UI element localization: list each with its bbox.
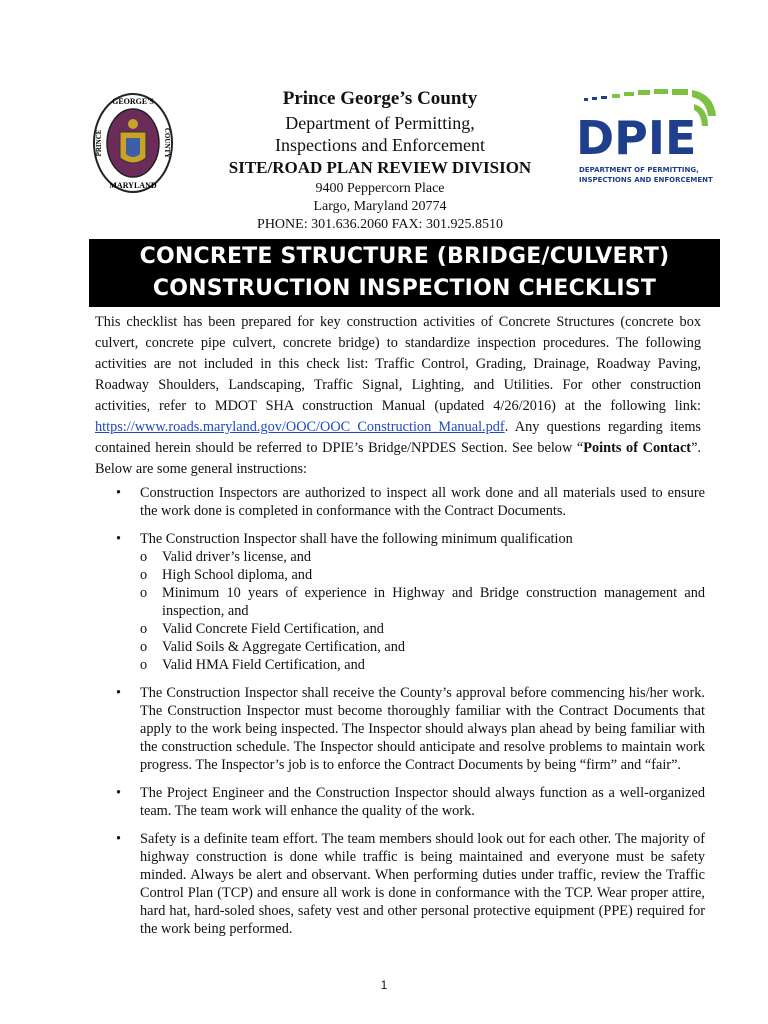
title-banner bbox=[89, 239, 720, 307]
division-name: SITE/ROAD PLAN REVIEW DIVISION bbox=[228, 158, 532, 177]
qualification-sublist bbox=[140, 548, 705, 674]
sublist-item-text: Valid driver’s license, and bbox=[162, 549, 312, 565]
county-name: Prince George’s County bbox=[282, 88, 478, 109]
sublist-item-text: Minimum 10 years of experience in Highway and Bridge construction management and inspection, and bbox=[162, 585, 705, 619]
sublist-item bbox=[140, 548, 705, 566]
seal-right-text: COUNTY bbox=[163, 127, 171, 159]
bullet-icon: • bbox=[116, 831, 122, 847]
sublist-item-text: Valid Soils & Aggregate Certification, and bbox=[162, 639, 405, 655]
department-line-1: Department of Permitting, bbox=[285, 113, 475, 133]
sublist-item-text: Valid HMA Field Certification, and bbox=[162, 657, 365, 673]
logo-line-2: INSPECTIONS AND ENFORCEMENT bbox=[579, 176, 713, 184]
dpie-logo-icon bbox=[574, 86, 724, 190]
list-item bbox=[95, 530, 705, 674]
letterhead bbox=[190, 86, 570, 234]
logo-line-1: DEPARTMENT OF PERMITTING, bbox=[579, 166, 699, 174]
intro-text-2: . Any questions regarding items contained herein should be referred to DPIE’s Bridge/NPDES Section. See below “ bbox=[95, 419, 701, 456]
circle-bullet-icon: o bbox=[140, 549, 148, 565]
seal-bottom-text: MARYLAND bbox=[109, 181, 157, 190]
circle-bullet-icon: o bbox=[140, 621, 148, 637]
title-line-1: CONCRETE STRUCTURE (BRIDGE/CULVERT) bbox=[139, 244, 670, 269]
page-number: 1 bbox=[380, 978, 388, 992]
circle-bullet-icon: o bbox=[140, 639, 148, 655]
list-item bbox=[95, 484, 705, 520]
list-item bbox=[95, 830, 705, 938]
county-seal-icon bbox=[92, 92, 174, 194]
list-item-text: The Project Engineer and the Construction Inspector should always function as a well-organized team. The team work will enhance the quality of the work. bbox=[140, 785, 705, 819]
circle-bullet-icon: o bbox=[140, 585, 148, 601]
intro-text-1: This checklist has been prepared for key construction activities of Concrete Structures (concrete box culvert, concrete pipe culvert, concrete bridge) to standardize inspection procedures. The following activities are not included in this check list: Traffic Control, Grading, Drainage, Roadway Paving, Roadway Shoulders, Landscaping, Traffic Signal, Lighting, and Utilities. For other construction activities, refer to MDOT SHA construction Manual (updated 4/26/2016) at the following link: bbox=[95, 314, 701, 414]
construction-manual-link[interactable]: https://www.roads.maryland.gov/OOC/OOC_Construction_Manual.pdf bbox=[95, 419, 505, 435]
sublist-item-text: Valid Concrete Field Certification, and bbox=[162, 621, 384, 637]
list-item-text: The Construction Inspector shall have the following minimum qualification bbox=[140, 531, 573, 547]
sublist-item-text: High School diploma, and bbox=[162, 567, 313, 583]
list-item-text: Construction Inspectors are authorized to inspect all work done and all materials used to ensure the work done is completed in conformance with the Contract Documents. bbox=[140, 485, 705, 519]
seal-left-text: PRINCE bbox=[95, 129, 103, 157]
phone-fax: PHONE: 301.636.2060 FAX: 301.925.8510 bbox=[257, 217, 503, 232]
circle-bullet-icon: o bbox=[140, 567, 148, 583]
instruction-list bbox=[95, 484, 705, 948]
list-item-text: Safety is a definite team effort. The team members should look out for each other. The majority of highway construction is done while traffic is being maintained and everyone must be safety minded. Always be alert and observant. When performing duties under traffic, review the Traffic Control Plan (TCP) and ensure all work is done in conformance with the TCP. Wear proper attire, hard hat, hard-soled shoes, safety vest and other personal protective equipment (PPE) required for the work being performed. bbox=[140, 831, 705, 937]
sublist-item bbox=[140, 620, 705, 638]
sublist-item bbox=[140, 584, 705, 620]
address-line-1: 9400 Peppercorn Place bbox=[315, 181, 445, 196]
sublist-item bbox=[140, 656, 705, 674]
bullet-icon: • bbox=[116, 485, 122, 501]
points-of-contact-bold: Points of Contact bbox=[583, 440, 692, 456]
list-item-text: The Construction Inspector shall receive the County’s approval before commencing his/her work. The Construction Inspector must become thoroughly familiar with the Contract Documents that apply to the work being inspected. The Inspector should always plan ahead by being familiar with the construction schedule. The Inspector should anticipate and resolve problems to maintain work progress. The Inspector’s job is to enforce the Contract Documents by being “firm” and “fair”. bbox=[140, 685, 705, 773]
sublist-item bbox=[140, 638, 705, 656]
intro-text-3: ”. Below are some general instructions: bbox=[95, 440, 701, 477]
department-line-2: Inspections and Enforcement bbox=[275, 135, 485, 155]
bullet-icon: • bbox=[116, 685, 122, 701]
intro-paragraph bbox=[95, 312, 701, 480]
seal-top-text: GEORGE'S bbox=[112, 97, 154, 106]
bullet-icon: • bbox=[116, 785, 122, 801]
address-line-2: Largo, Maryland 20774 bbox=[313, 199, 447, 214]
circle-bullet-icon: o bbox=[140, 657, 148, 673]
bullet-icon: • bbox=[116, 531, 122, 547]
list-item bbox=[95, 684, 705, 774]
list-item bbox=[95, 784, 705, 820]
title-line-2: CONSTRUCTION INSPECTION CHECKLIST bbox=[152, 276, 657, 301]
logo-wordmark: DPIE bbox=[576, 111, 697, 165]
sublist-item bbox=[140, 566, 705, 584]
